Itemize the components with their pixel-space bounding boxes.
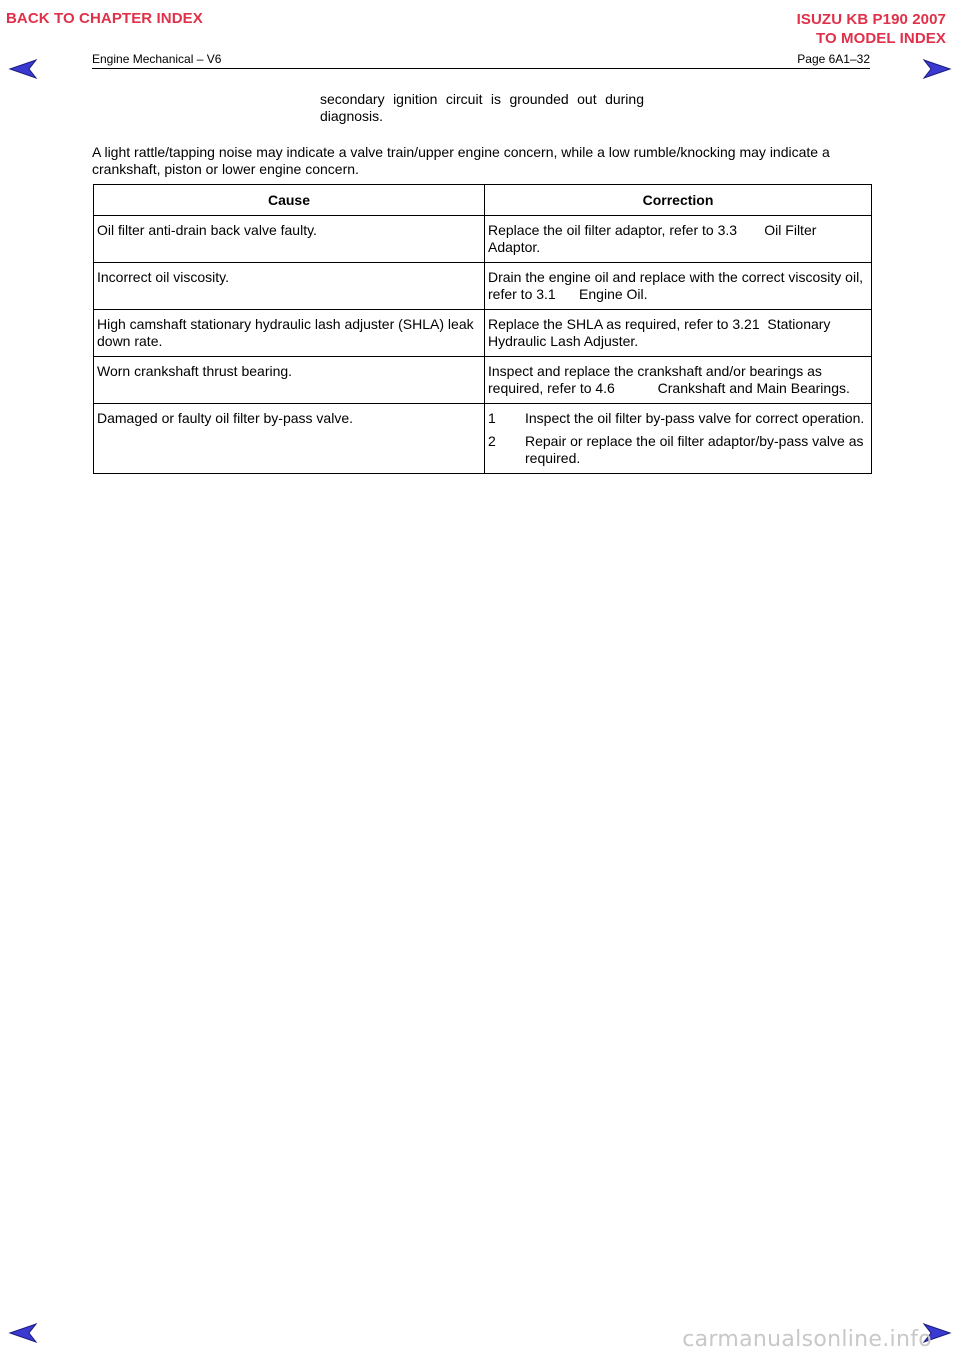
step-number: 1 xyxy=(488,410,496,426)
correction-reference: Oil Filter Adaptor. xyxy=(488,222,817,255)
step-text: Repair or replace the oil filter adaptor/by-pass valve as required. xyxy=(525,433,864,466)
to-model-index: TO MODEL INDEX xyxy=(815,30,946,47)
correction-column-header: Correction xyxy=(485,185,872,216)
cause-column-header: Cause xyxy=(94,185,485,216)
step-text: Inspect the oil filter by-pass valve for correct operation. xyxy=(525,410,865,426)
intro-paragraph: A light rattle/tapping noise may indicate a valve train/upper engine concern, while a low rumble/knocking may indicate a crankshaft, piston or lower engine concern. xyxy=(92,144,830,177)
model-name: ISUZU KB P190 2007 xyxy=(796,11,946,28)
table-row xyxy=(94,263,872,310)
correction-text: Drain the engine oil and replace with the correct viscosity oil, refer to 3.1 xyxy=(488,269,864,302)
prev-page-arrow-icon[interactable] xyxy=(8,58,38,80)
table-row xyxy=(94,404,872,474)
correction-text: Replace the SHLA as required, refer to 3.21 xyxy=(488,316,760,332)
table-row xyxy=(94,310,872,357)
back-to-chapter-index-link[interactable]: BACK TO CHAPTER INDEX xyxy=(6,10,203,27)
correction-reference: Crankshaft and Main Bearings. xyxy=(657,380,850,396)
cause-cell: High camshaft stationary hydraulic lash adjuster (SHLA) leak down rate. xyxy=(94,310,485,357)
cause-cell: Oil filter anti-drain back valve faulty. xyxy=(94,216,485,263)
cause-cell: Damaged or faulty oil filter by-pass valve. xyxy=(94,404,485,474)
cause-cell: Worn crankshaft thrust bearing. xyxy=(94,357,485,404)
page-number: Page 6A1–32 xyxy=(797,52,870,66)
next-page-arrow-icon[interactable] xyxy=(922,58,952,80)
correction-cell xyxy=(485,357,872,404)
table-row xyxy=(94,216,872,263)
model-index-link[interactable] xyxy=(797,10,946,48)
table-header-row xyxy=(94,185,872,216)
diagnosis-table xyxy=(93,184,872,474)
correction-cell xyxy=(485,216,872,263)
correction-steps xyxy=(488,410,867,467)
correction-text: Inspect and replace the crankshaft and/or bearings as required, refer to 4.6 xyxy=(488,363,822,396)
correction-text: Replace the oil filter adaptor, refer to 3.3 xyxy=(488,222,738,238)
step-number: 2 xyxy=(488,433,496,449)
section-title: Engine Mechanical – V6 xyxy=(92,52,222,66)
running-header xyxy=(92,52,870,69)
list-item xyxy=(488,410,867,427)
correction-cell xyxy=(485,310,872,357)
prev-page-bottom-arrow-icon[interactable] xyxy=(8,1322,38,1344)
correction-cell xyxy=(485,404,872,474)
continued-paragraph: secondary ignition circuit is grounded out during diagnosis. xyxy=(320,91,644,124)
footer-watermark: carmanualsonline.info xyxy=(682,1327,932,1352)
correction-cell xyxy=(485,263,872,310)
correction-reference: Engine Oil. xyxy=(579,286,648,302)
table-row xyxy=(94,357,872,404)
cause-cell: Incorrect oil viscosity. xyxy=(94,263,485,310)
correction-reference: Stationary Hydraulic Lash Adjuster. xyxy=(488,316,831,349)
list-item xyxy=(488,433,867,467)
